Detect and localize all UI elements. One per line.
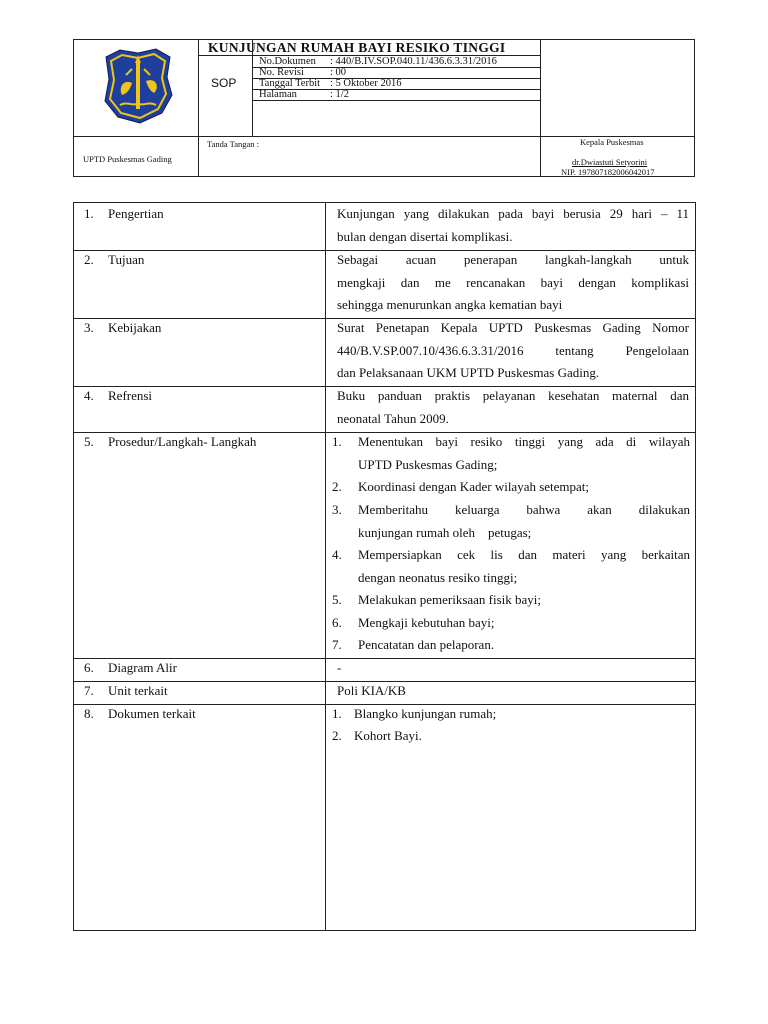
meta-page-label: Halaman <box>259 89 297 100</box>
head-title: Kepala Puskesmas <box>580 137 644 147</box>
organization-name: UPTD Puskesmas Gading <box>83 154 172 164</box>
row-number: 1. <box>84 206 94 221</box>
row-number: 7. <box>84 683 94 698</box>
row-number: 6. <box>84 660 94 675</box>
row-label: Unit terkait <box>108 683 168 698</box>
meta-revision-value: : 00 <box>330 67 347 78</box>
meta-doc-number-value: : 440/B.IV.SOP.040.11/436.6.3.31/2016 <box>330 56 497 67</box>
row-number: 4. <box>84 388 94 403</box>
row-label: Tujuan <box>108 252 145 267</box>
row-content: Buku panduan praktis pelayanan kesehatan maternal dan neonatal Tahun 2009. <box>337 388 689 426</box>
sop-label: SOP <box>211 76 237 90</box>
list-item: 2. Koordinasi dengan Kader wilayah setempat; <box>332 479 590 494</box>
list-item: 5. Melakukan pemeriksaan fisik bayi; <box>332 592 542 607</box>
row-label: Kebijakan <box>108 320 162 335</box>
list-item: 6. Mengkaji kebutuhan bayi; <box>332 615 495 630</box>
row-content: Kunjungan yang dilakukan pada bayi berusia 29 hari – 11 bulan dengan disertai komplikasi. <box>337 206 689 244</box>
meta-issue-date-label: Tanggal Terbit <box>259 78 321 89</box>
head-name: dr.Dwiastuti Setyorini <box>572 157 648 167</box>
list-item: 1. Menentukan bayi resiko tinggi yang ada di wilayah UPTD Puskesmas Gading; <box>332 434 690 472</box>
head-nip: NIP. 197807182006042017 <box>561 167 655 177</box>
row-label: Prosedur/Langkah- Langkah <box>108 434 257 449</box>
list-item: 1. Blangko kunjungan rumah; <box>332 706 497 721</box>
emblem-icon <box>100 47 176 125</box>
row-content: - <box>337 660 342 675</box>
meta-page-value: : 1/2 <box>330 89 349 100</box>
row-label: Pengertian <box>108 206 164 221</box>
signature-label: Tanda Tangan : <box>207 139 259 149</box>
row-number: 3. <box>84 320 94 335</box>
meta-doc-number-label: No.Dokumen <box>259 56 316 67</box>
city-emblem-logo <box>100 47 176 125</box>
row-number: 8. <box>84 706 94 721</box>
row-label: Diagram Alir <box>108 660 177 675</box>
document-title: KUNJUNGAN RUMAH BAYI RESIKO TINGGI <box>208 40 506 55</box>
sop-content-table <box>73 202 696 931</box>
list-item: 3. Memberitahu keluarga bahwa akan dilakukan kunjungan rumah oleh petugas; <box>332 502 690 540</box>
row-content: Poli KIA/KB <box>337 683 406 698</box>
sop-header <box>73 39 695 177</box>
row-number: 2. <box>84 252 94 267</box>
list-item: 4. Mempersiapkan cek lis dan materi yang berkaitan dengan neonatus resiko tinggi; <box>332 547 690 585</box>
meta-revision-label: No. Revisi <box>259 67 304 78</box>
row-content: Sebagai acuan penerapan langkah-langkah untuk mengkaji dan me rencanakan bayi dengan komplikasi sehingga menurunkan angka kematian bayi <box>337 252 689 312</box>
row-number: 5. <box>84 434 94 449</box>
meta-issue-date-value: : 5 Oktober 2016 <box>330 78 402 89</box>
list-item: 2. Kohort Bayi. <box>332 728 422 743</box>
list-item: 7. Pencatatan dan pelaporan. <box>332 637 495 652</box>
row-label: Refrensi <box>108 388 153 403</box>
row-label: Dokumen terkait <box>108 706 196 721</box>
row-content: Surat Penetapan Kepala UPTD Puskesmas Gading Nomor 440/B.V.SP.007.10/436.6.3.31/2016 tentang Pengelolaan dan Pelaksanaan UKM UPTD Puskesmas Gading. <box>337 320 689 380</box>
